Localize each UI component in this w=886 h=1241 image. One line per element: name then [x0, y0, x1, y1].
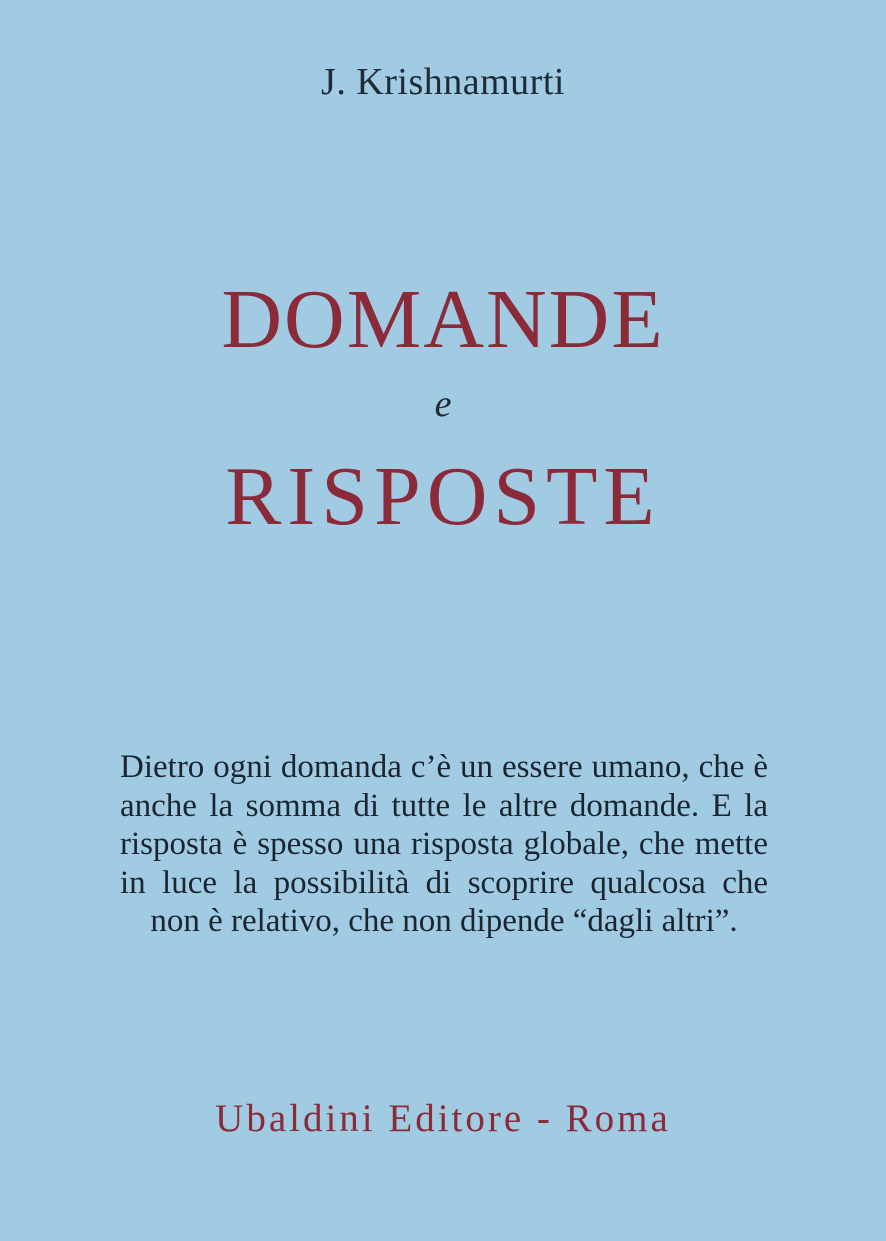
title-conjunction: e	[434, 383, 452, 425]
author-name: J. Krishnamurti	[321, 61, 565, 103]
publisher-imprint: Ubaldini Editore - Roma	[215, 1097, 671, 1140]
title-line-1: DOMANDE	[221, 273, 665, 366]
title-line-2: RISPOSTE	[225, 450, 661, 543]
blurb-text: Dietro ogni domanda c’è un essere umano, che è anche la somma di tutte le altre domande. E la risposta è spesso una risposta globale, che mette in luce la possibilità di scoprire qualcosa che non è relativo, che non dipende “dagli altri”.	[120, 749, 768, 939]
